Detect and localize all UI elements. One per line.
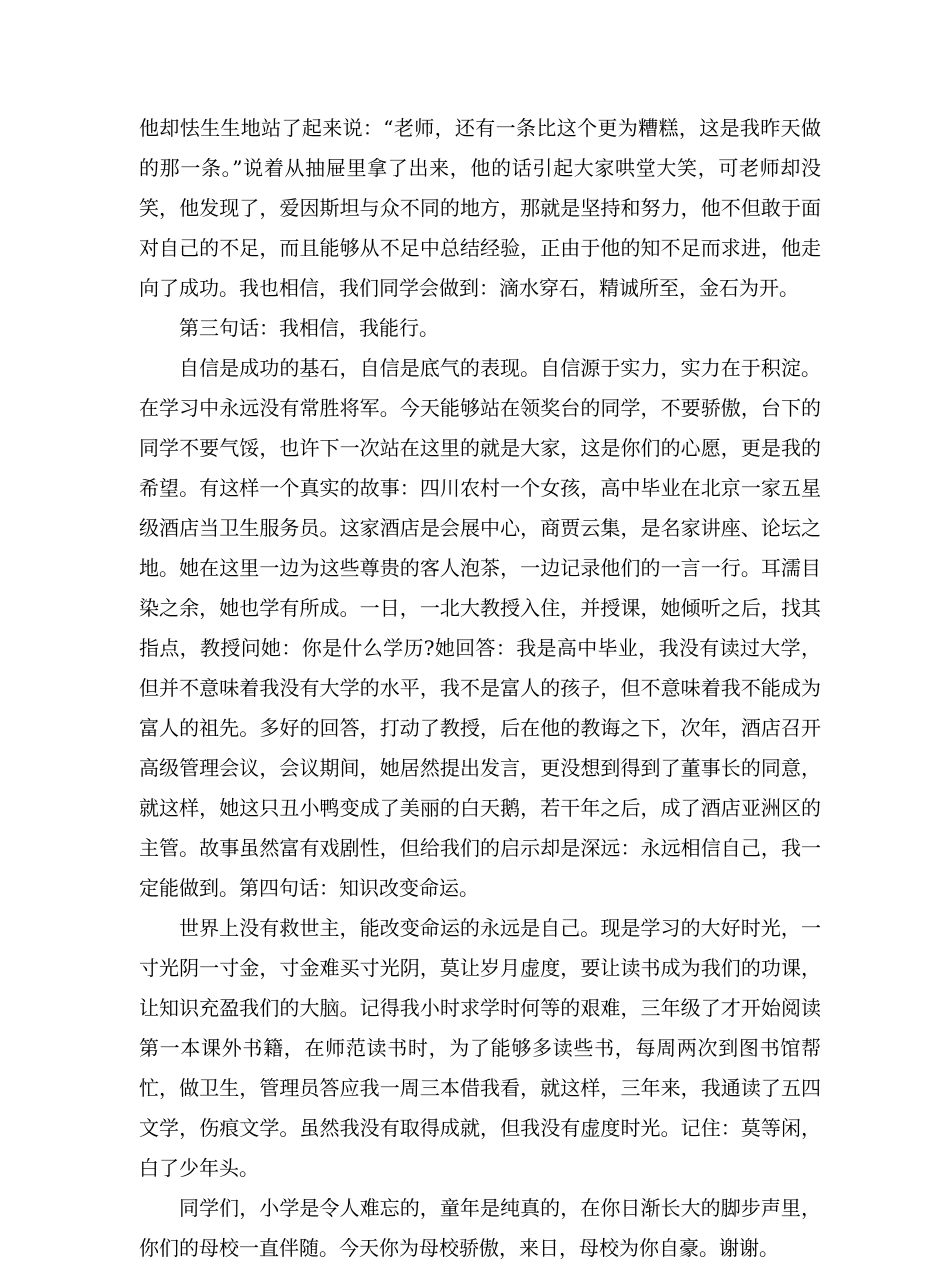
paragraph-closing: 同学们，小学是令人难忘的，童年是纯真的，在你日渐长大的脚步声里，你们的母校一直伴随。今天你为母校骄傲，来日，母校为你自豪。谢谢。 [139, 1196, 821, 1260]
paragraph-heading-third-sentence: 第三句话：我相信，我能行。 [179, 316, 439, 340]
document-body [139, 108, 821, 1268]
paragraph: 他却怯生生地站了起来说：“老师，还有一条比这个更为糟糕，这是我昨天做的那一条。”说着从抽屉里拿了出来，他的话引起大家哄堂大笑，可老师却没笑，他发现了，爱因斯坦与众不同的地方，那就是坚持和努力，他不但敢于面对自己的不足，而且能够从不足中总结经验，正由于他的知不足而求进，他走向了成功。我也相信，我们同学会做到：滴水穿石，精诚所至，金石为开。 [139, 116, 821, 300]
paragraph: 世界上没有救世主，能改变命运的永远是自己。现是学习的大好时光，一寸光阴一寸金，寸金难买寸光阴，莫让岁月虚度，要让读书成为我们的功课，让知识充盈我们的大脑。记得我小时求学时何等的艰难，三年级了才开始阅读第一本课外书籍，在师范读书时，为了能够多读些书，每周两次到图书馆帮忙，做卫生，管理员答应我一周三本借我看，就这样，三年来，我通读了五四文学，伤痕文学。虽然我没有取得成就，但我没有虚度时光。记住：莫等闲，白了少年头。 [139, 916, 821, 1180]
paragraph: 自信是成功的基石，自信是底气的表现。自信源于实力，实力在于积淀。在学习中永远没有常胜将军。今天能够站在领奖台的同学，不要骄傲，台下的同学不要气馁，也许下一次站在这里的就是大家，这是你们的心愿，更是我的希望。有这样一个真实的故事：四川农村一个女孩，高中毕业在北京一家五星级酒店当卫生服务员。这家酒店是会展中心，商贾云集，是名家讲座、论坛之地。她在这里一边为这些尊贵的客人泡茶，一边记录他们的一言一行。耳濡目染之余，她也学有所成。一日，一北大教授入住，并授课，她倾听之后，找其指点，教授问她：你是什么学历?她回答：我是高中毕业，我没有读过大学，但并不意味着我没有大学的水平，我不是富人的孩子，但不意味着我不能成为富人的祖先。多好的回答，打动了教授，后在他的教诲之下，次年，酒店召开高级管理会议，会议期间，她居然提出发言，更没想到得到了董事长的同意，就这样，她这只丑小鸭变成了美丽的白天鹅，若干年之后，成了酒店亚洲区的主管。故事虽然富有戏剧性，但给我们的启示却是深远：永远相信自己，我一定能做到。第四句话：知识改变命运。 [139, 356, 821, 900]
